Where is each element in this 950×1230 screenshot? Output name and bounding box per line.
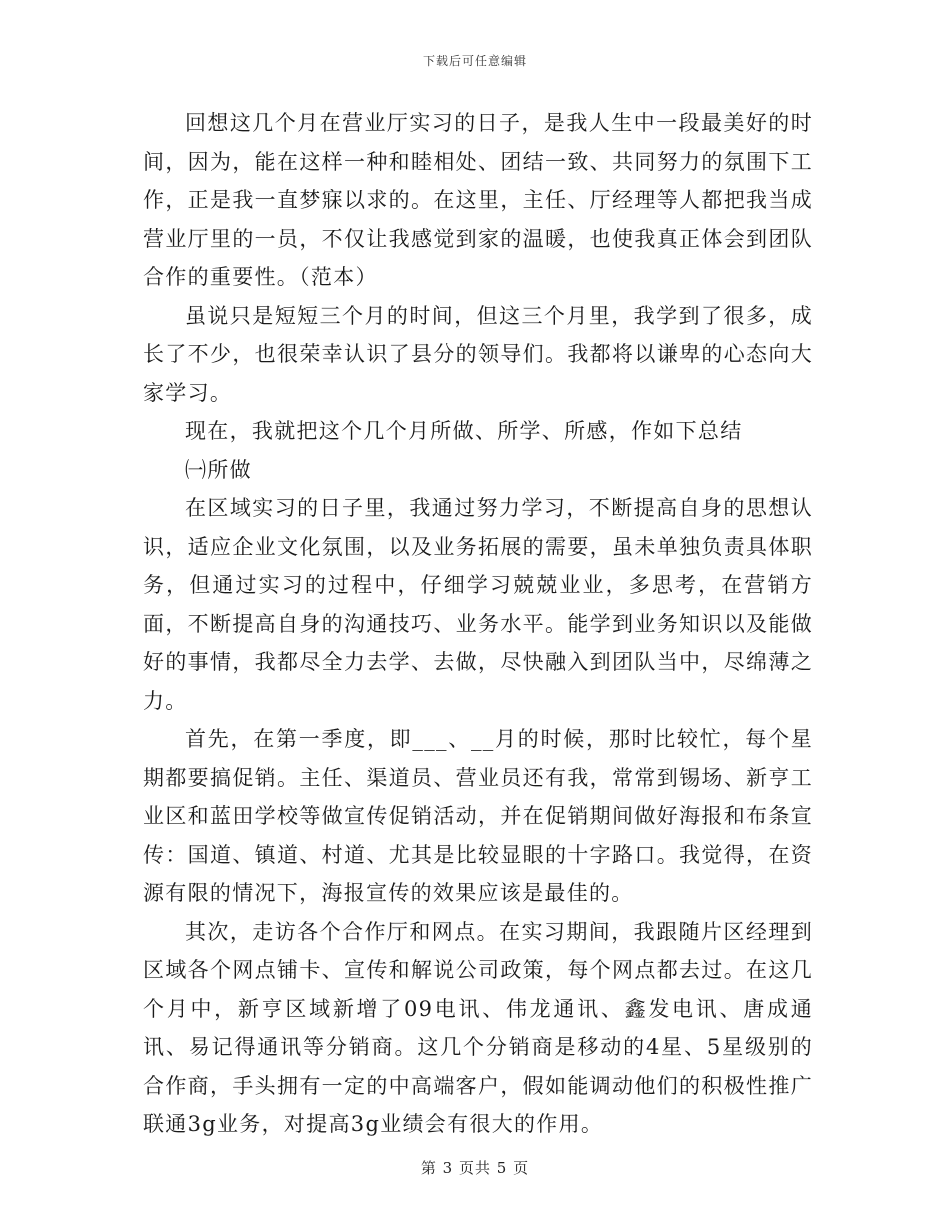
paragraph: 现在，我就把这个几个月所做、所学、所感，作如下总结 — [185, 419, 743, 443]
paragraph: 回想这几个月在营业厅实习的日子，是我人生中一段最美好的时间，因为，能在这样一种和睦相处、团结一致、共同努力的氛围下工作，正是我一直梦寐以求的。在这里，主任、厅经理等人都把我当成营业厅里的一员，不仅让我感觉到家的温暖，也使我真正体会到团队合作的重要性。（范本） — [143, 111, 813, 289]
paragraph: 首先，在第一季度，即___、__月的时候，那时比较忙，每个星期都要搞促销。主任、渠道员、营业员还有我，常常到锡场、新亨工业区和蓝田学校等做宣传促销活动，并在促销期间做好海报和布条宣传：国道、镇道、村道、尤其是比较显眼的十字路口。我觉得，在资源有限的情况下，海报宣传的效果应该是最佳的。 — [143, 727, 813, 905]
page-header-note: 下载后可任意编辑 — [422, 54, 527, 68]
paragraph: 其次，走访各个合作厅和网点。在实习期间，我跟随片区经理到区域各个网点铺卡、宣传和解说公司政策，每个网点都去过。在这几个月中，新亨区域新增了09电讯、伟龙通讯、鑫发电讯、唐成通讯、易记得通讯等分销商。这几个分销商是移动的4星、5星级别的合作商，手头拥有一定的中高端客户，假如能调动他们的积极性推广联通3g业务，对提高3g业绩会有很大的作用。 — [143, 919, 814, 1136]
section-heading: ㈠所做 — [185, 457, 252, 482]
page-number: 第 3 页共 5 页 — [420, 1159, 530, 1177]
paragraph: 虽说只是短短三个月的时间，但这三个月里，我学到了很多，成长了不少，也很荣幸认识了县分的领导们。我都将以谦卑的心态向大家学习。 — [143, 303, 813, 405]
document-body — [143, 104, 813, 1144]
paragraph: 在区域实习的日子里，我通过努力学习，不断提高自身的思想认识，适应企业文化氛围，以及业务拓展的需要，虽未单独负责具体职务，但通过实习的过程中，仔细学习兢兢业业，多思考，在营销方面，不断提高自身的沟通技巧、业务水平。能学到业务知识以及能做好的事情，我都尽全力去学、去做，尽快融入到团队当中，尽绵薄之力。 — [143, 496, 813, 713]
